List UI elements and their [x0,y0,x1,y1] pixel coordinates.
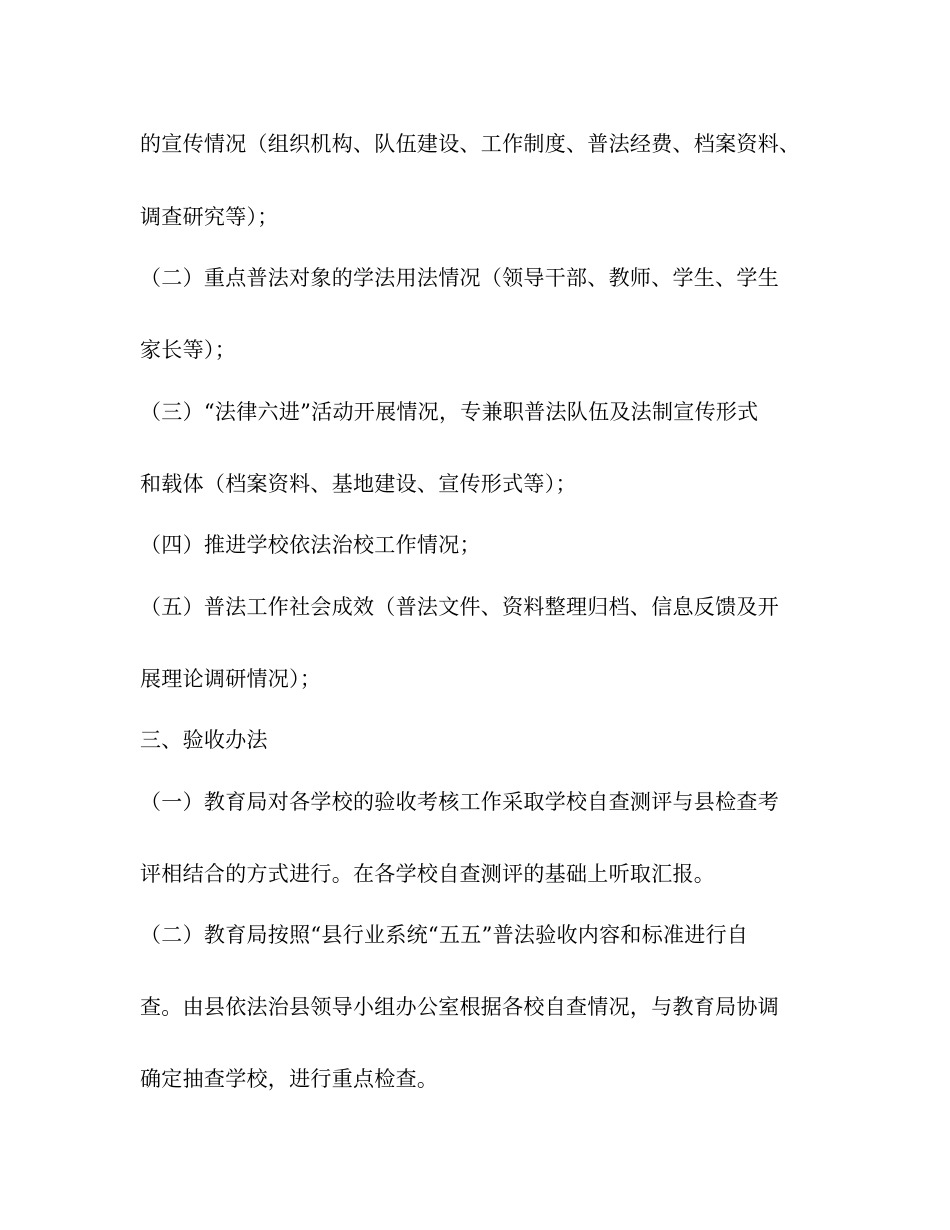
text-line: 家长等）； [140,338,236,362]
text-line: （四）推进学校依法治校工作情况； [140,533,481,557]
text-line: （二）教育局按照“县行业系统“五五”普法验收内容和标准进行自 [140,923,749,947]
text-line: （二）重点普法对象的学法用法情况（领导干部、教师、学生、学生 [140,266,779,290]
text-line: 的宣传情况（组织机构、队伍建设、工作制度、普法经费、档案资料、 [140,132,801,156]
text-line: 评相结合的方式进行。在各学校自查测评的基础上听取汇报。 [140,862,716,886]
text-line: 查。由县依法治县领导小组办公室根据各校自查情况，与教育局协调 [140,995,779,1019]
text-line: 确定抽查学校，进行重点检查。 [140,1067,439,1091]
text-line: 展理论调研情况）； [140,667,322,691]
text-line: （五）普法工作社会成效（普法文件、资料整理归档、信息反馈及开 [140,595,779,619]
text-line: 和载体（档案资料、基地建设、宣传形式等）； [140,472,577,496]
text-line: （一）教育局对各学校的验收考核工作采取学校自查测评与县检查考 [140,790,779,814]
text-line: （三）“法律六进”活动开展情况，专兼职普法队伍及法制宣传形式 [140,400,759,424]
text-line: 调查研究等）； [140,205,279,229]
section-heading: 三、验收办法 [140,728,268,752]
